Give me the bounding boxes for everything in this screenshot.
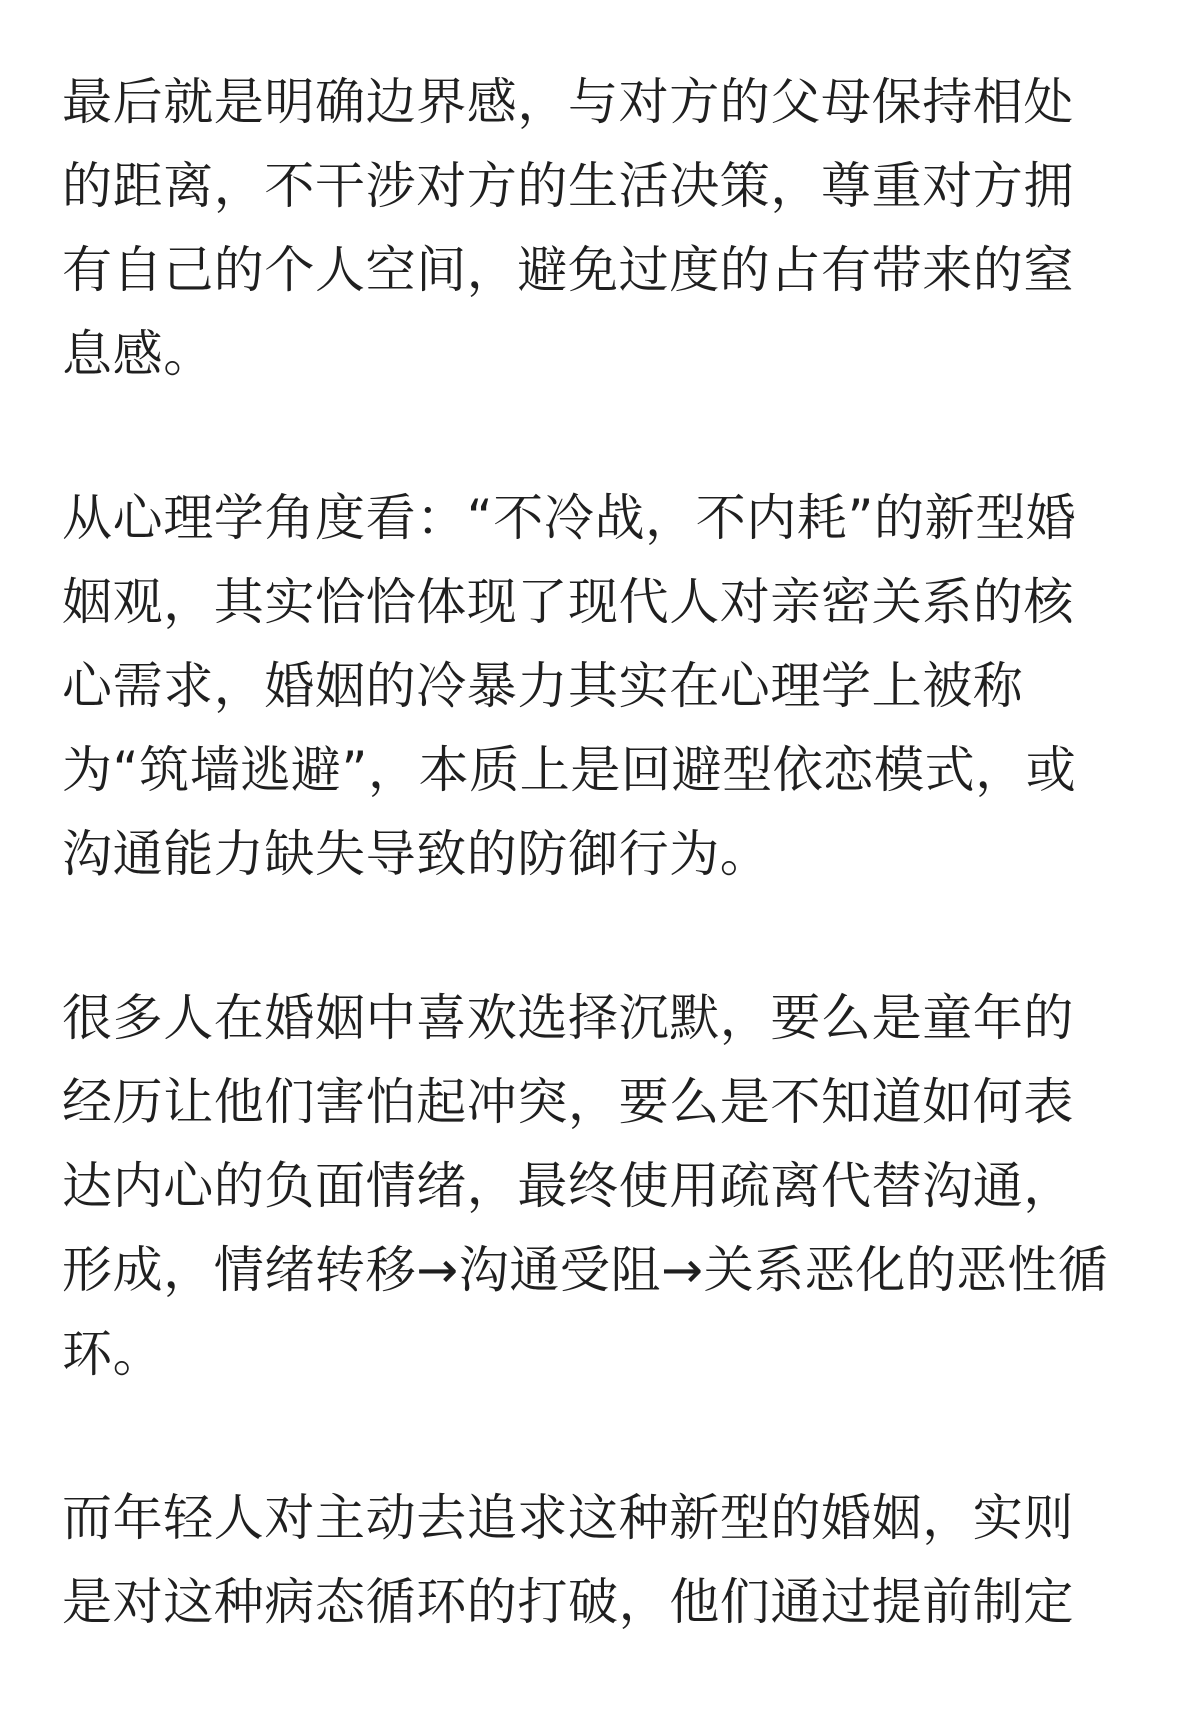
article-body: [62, 60, 1117, 1724]
paragraph-psychology-view: 从心理学角度看：“不冷战，不内耗”的新型婚姻观，其实恰恰体现了现代人对亲密关系的核心需求，婚姻的冷暴力其实在心理学上被称为“筑墙逃避”，本质上是回避型依恋模式，或沟通能力缺失导致的防御行为。: [62, 489, 1077, 883]
paragraph-young-people: 而年轻人对主动去追求这种新型的婚姻，实则是对这种病态循环的打破，他们通过提前制定: [62, 1489, 1074, 1631]
paragraph-silence-cycle: 很多人在婚姻中喜欢选择沉默，要么是童年的经历让他们害怕起冲突，要么是不知道如何表达内心的负面情绪，最终使用疏离代替沟通，形成，情绪转移→沟通受阻→关系恶化的恶性循环。: [62, 989, 1109, 1383]
paragraph-boundaries: 最后就是明确边界感，与对方的父母保持相处的距离，不干涉对方的生活决策，尊重对方拥有自己的个人空间，避免过度的占有带来的窒息感。: [62, 73, 1074, 383]
